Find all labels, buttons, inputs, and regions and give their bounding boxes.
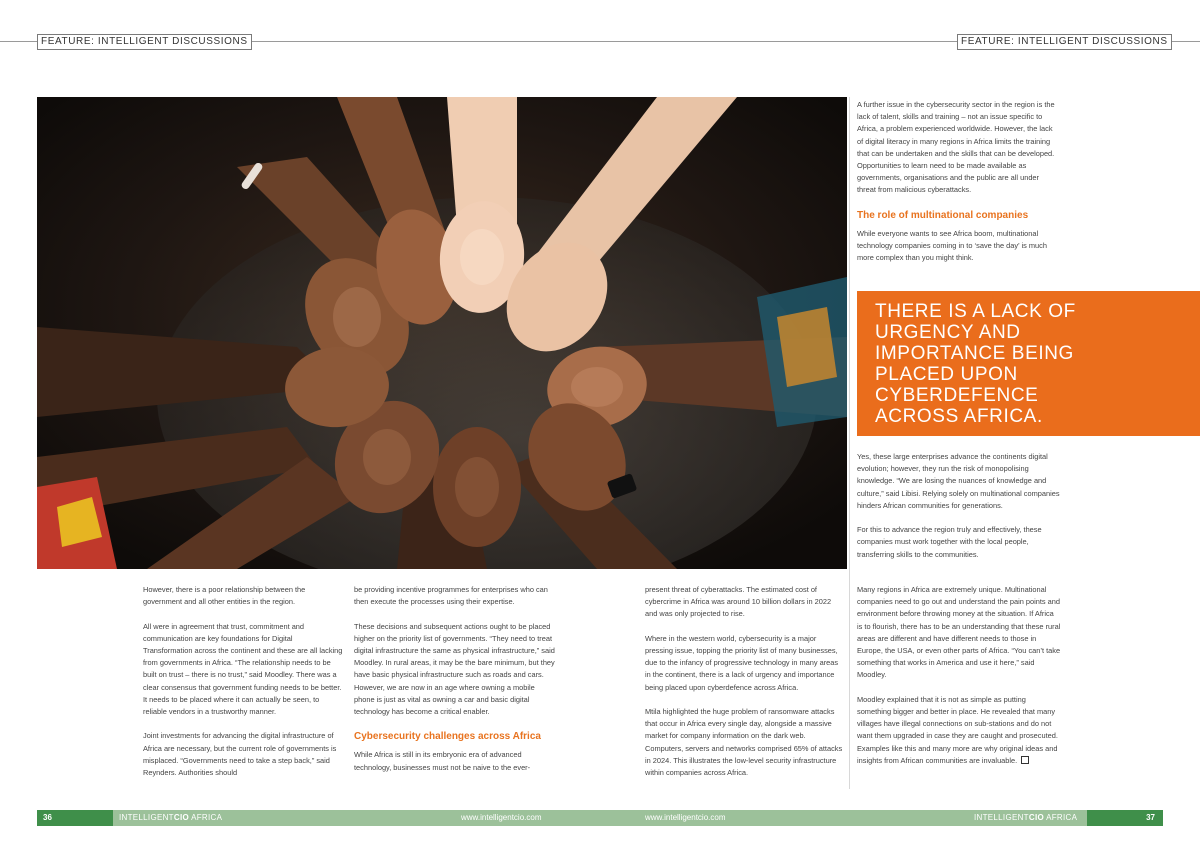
brand-cio: CIO	[1028, 813, 1044, 822]
header-section-label-right: FEATURE: INTELLIGENT DISCUSSIONS	[957, 34, 1172, 50]
paragraph: present threat of cyberattacks. The estimated cost of cybercrime in Africa was around 10 billion dollars in 2022 and was only projected to rise.	[645, 585, 832, 619]
page-footer	[37, 810, 1163, 826]
paragraph	[857, 694, 1061, 767]
footer-url-left[interactable]: www.intelligentcio.com	[461, 813, 542, 822]
pull-quote-text: THERE IS A LACK OF URGENCY AND IMPORTANCE BEING PLACED UPON CYBERDEFENCE ACROSS AFRICA.	[875, 301, 1076, 427]
footer-url-right[interactable]: www.intelligentcio.com	[645, 813, 726, 822]
paragraph: These decisions and subsequent actions ought to be placed higher on the priority list of governments. “They need to treat digital infrastructure the same as physical infrastructure,” said Moodley. In rural areas, it may be the bare minimum, but they have basic physical infrastructure such as roads and cars. However, we are now in an age where owning a mobile phone is just as vital as owning a car and basic digital technology has become a critical enabler.	[354, 621, 555, 717]
article-column-4-bottom	[857, 584, 1061, 779]
paragraph: A further issue in the cybersecurity sector in the region is the lack of talent, skills and training – not an issue specific to Africa, a problem experienced worldwide. However, the lack of digital literacy in many regions in Africa limits the training that can be undertaken and the skills that can be developed. Opportunities to learn need to be made available as governments, organisations and the public are all under threat from malicious cyberattacks.	[857, 100, 1055, 195]
header-section-label-left: FEATURE: INTELLIGENT DISCUSSIONS	[37, 34, 252, 50]
section-heading-multinational: The role of multinational companies	[857, 209, 1029, 221]
footer-brand-right	[974, 810, 1077, 826]
paragraph: Yes, these large enterprises advance the continents digital evolution; however, they run the risk of monopolising knowledge. “We are losing the nuances of knowledge and culture,” said Libisi. Relying solely on multinational companies hinders African communities for generations.	[857, 452, 1060, 510]
hands-circle-photo	[37, 97, 847, 569]
paragraph: Mtila highlighted the huge problem of ransomware attacks that occur in Africa every single day, alongside a massive market for company information on the dark web. Computers, servers and networks comprised 65% of attacks in 2024. This illustrates the low-level security infrastructure within companies across Africa.	[645, 707, 843, 778]
end-of-article-icon	[1021, 756, 1029, 764]
column-divider	[849, 97, 850, 789]
article-column-4-middle	[857, 451, 1061, 573]
paragraph: Joint investments for advancing the digital infrastructure of Africa are necessary, but the current role of governments is misplaced. “Governments need to take a step back,” said Reynders. Authorities should	[143, 731, 337, 778]
article-column-1	[143, 584, 343, 791]
brand-cio: CIO	[173, 813, 189, 822]
paragraph: Where in the western world, cybersecurity is a major pressing issue, topping the priority list of many businesses, due to the infancy of progressive technology in many areas in the continent, there is a lack of urgency and importance being placed upon cyberdefence across Africa.	[645, 633, 839, 692]
brand-intelligent: INTELLIGENT	[119, 813, 174, 822]
section-heading-cybersecurity: Cybersecurity challenges across Africa	[354, 731, 541, 743]
paragraph: For this to advance the region truly and effectively, these companies must work together with the local people, transferring skills to the communities.	[857, 525, 1042, 559]
brand-intelligent: INTELLIGENT	[974, 813, 1029, 822]
article-column-4-top	[857, 99, 1057, 277]
paragraph: While Africa is still in its embryonic era of advanced technology, businesses must not be naive to the ever-	[354, 750, 531, 772]
page-number-right: 37	[1087, 810, 1163, 826]
paragraph: Many regions in Africa are extremely unique. Multinational companies need to go out and understand the pain points and environment before throwing money at the situation. If Africa is to flourish, there has to be an understanding that these rural areas are different and have different needs to those in Europe, the USA, or even other parts of Africa. “You can’t take something that works in America and use it here,” said Moodley.	[857, 585, 1061, 680]
footer-brand-left	[119, 810, 222, 826]
article-column-2	[354, 584, 557, 786]
brand-africa: AFRICA	[189, 813, 223, 822]
pull-quote-box	[857, 291, 1200, 436]
paragraph: However, there is a poor relationship between the government and all other entities in the region.	[143, 585, 306, 607]
paragraph: be providing incentive programmes for enterprises who can then execute the processes using their expertise.	[354, 585, 548, 607]
footer-band	[113, 810, 1087, 826]
article-column-3	[645, 584, 845, 791]
paragraph: All were in agreement that trust, commitment and communication are key foundations for Digital Transformation across the continent and these are all lacking from governments in Africa. “The relationship needs to be built on trust – there is no trust,” said Moodley. There was a clear consensus that government funding needs to be better. It needs to be placed where it can actually be seen, to reliable vendors in a trustworthy manner.	[143, 621, 343, 717]
page-number-left: 36	[37, 810, 113, 826]
paragraph-text: Moodley explained that it is not as simple as putting something bigger and better in place. He revealed that many villages have illegal connections on sub-stations and do not want them upgraded in case they are caught and prosecuted. Examples like this and many more are why original ideas and insights from African communities are invaluable.	[857, 694, 1058, 765]
paragraph: While everyone wants to see Africa boom, multinational technology companies coming in to ‘save the day’ is much more complex than you might think.	[857, 228, 1047, 263]
brand-africa: AFRICA	[1044, 813, 1078, 822]
